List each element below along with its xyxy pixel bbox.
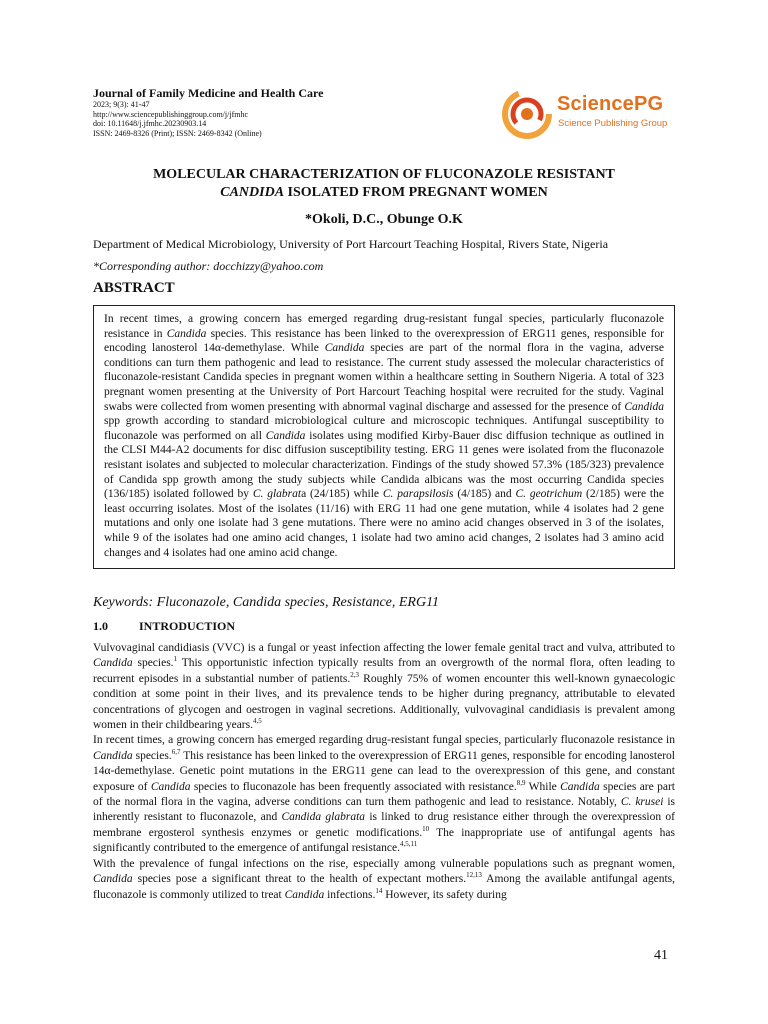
title-line-1: MOLECULAR CHARACTERIZATION OF FLUCONAZOLE RESISTANT: [153, 167, 615, 182]
paragraph-1: Vulvovaginal candidiasis (VVC) is a fungal or yeast infection affecting the lower female genital tract and vulva, attributed to Candida species.$^1$ This opportunistic infection typically results from an overgrowth of the normal flora, often leading to recurrent episodes in a substantial number of patients.$^{2,3}$ Roughly 75% of women encounter this well-known gynaecologic condition at some point in their lives, and its prevalence tends to be higher during pregnancy, attributable to elevated concentrations of glycogen and oestrogen in vaginal secretions. Additionally, vulvovaginal candidiasis is prevalent among women in their childbearing years.$^{4,5}$: [93, 642, 675, 732]
publisher-subtitle: Science Publishing Group: [558, 118, 668, 129]
abstract-heading: ABSTRACT: [93, 280, 175, 296]
section-title: INTRODUCTION: [139, 619, 236, 633]
keywords: Keywords: Fluconazole, Candida species, Resistance, ERG11: [93, 595, 440, 610]
abstract-box: [93, 305, 675, 569]
paragraph-2: In recent times, a growing concern has emerged regarding drug-resistant fungal species, particularly fluconazole resistance in Candida species.$^{6,7}$ This resistance has been linked to the overexpression of ERG11 genes, responsible for encoding lanosterol 14α-demethylase. Genetic point mutations in the ERG11 gene can lead to the overexpression of this gene, and constant exposure of Candida species to fluconazole has been frequently associated with resistance.$^{8,9}$ While Candida species are part of the normal flora in the vagina, adverse conditions can turn them pathogenic and lead to resistance. Notably, C. krusei is inherently resistant to fluconazole, and Candida glabrata is linked to drug resistance either through the overexpression of membrane ergosterol synthesis enzymes or genetic modifications.$^{10}$ The inappropriate use of antifungal agents has significantly contributed to the emergence of antifungal resistance.$^{4,5,11}$: [93, 734, 676, 855]
section-number: 1.0: [93, 619, 108, 633]
affiliation: Department of Medical Microbiology, University of Port Harcourt Teaching Hospital, Rivers State, Nigeria: [93, 237, 609, 251]
sciencepg-logo: [500, 88, 670, 140]
sciencepg-swirl-icon: [500, 88, 554, 140]
paragraph-3: With the prevalence of fungal infections on the rise, especially among vulnerable populations such as pregnant women, Candida species pose a significant threat to the health of expectant mothers.$^{12,13}$ Among the available antifungal agents, fluconazole is commonly utilized to treat Candida infections.$^{14}$ However, its safety during: [93, 857, 675, 901]
journal-name: Journal of Family Medicine and Health Care: [93, 86, 324, 100]
page-number: 41: [654, 948, 668, 963]
title-italic: CANDIDA: [220, 185, 285, 200]
journal-issn: ISSN: 2469-8326 (Print); ISSN: 2469-8342 (Online): [93, 128, 262, 138]
journal-header: [93, 86, 513, 138]
authors: *Okoli, D.C., Obunge O.K: [305, 212, 463, 227]
abstract-text: In recent times, a growing concern has emerged regarding drug-resistant fungal species, particularly fluconazole resistance in Candida species. This resistance has been linked to the overexpression of ERG11 genes, responsible for encoding lanosterol 14α-demethylase. While Candida species are part of the normal flora in the vagina, adverse conditions can turn them pathogenic and lead to resistance. The current study assessed the molecular characteristics of fluconazole-resistant Candida species in pregnant women within a healthcare setting in Southern Nigeria. A total of 323 pregnant women presenting at the University of Port Harcourt Teaching hospital were recruited for the study. Vaginal swabs were collected from women presenting with abnormal vaginal discharge and assessed for the presence of Candida spp growth according to standard microbiological culture and microscopic techniques. Antifungal susceptibility to fluconazole was performed on all Candida isolates using modified Kirby-Bauer disc diffusion technique as outlined in the CLSI M44-A2 documents for disc diffusion susceptibility testing. ERG 11 genes were isolated from the fluconazole resistant isolates and subjected to molecular characterization. Findings of the study showed 57.3% (185/323) prevalence of Candida spp growth among the study subjects while Candida albicans was the most occurring Candida species (136/185) isolated followed by C. glabrata (24/185) while C. parapsilosis (4/185) and C. geotrichum (2/185) were the least occurring isolates. Most of the isolates (11/16) with ERG 11 had one gene mutation, while 4 isolates had 2 gene mutations and only one isolate had 3 gene mutations. There were no amino acid changes observed in 3 of the isolates, while 9 of the isolates had one amino acid changes, 1 isolate had two amino acid changes, 2 isolates had 3 amino acid changes and 4 isolates had one amino acid change.: [104, 313, 664, 559]
journal-url[interactable]: http://www.sciencepublishinggroup.com/j/jfmhc: [93, 109, 249, 119]
journal-volume: 2023; 9(3): 41-47: [93, 100, 150, 109]
journal-doi: doi: 10.11648/j.jfmhc.20230903.14: [93, 119, 207, 129]
section-heading-introduction: [93, 619, 235, 634]
publisher-name: SciencePG: [557, 93, 664, 115]
title-line-2: [93, 184, 675, 202]
introduction-body: [93, 641, 675, 903]
article-title: [93, 166, 675, 202]
title-rest: ISOLATED FROM PREGNANT WOMEN: [284, 185, 548, 200]
corresponding-author: *Corresponding author: docchizzy@yahoo.com: [93, 259, 324, 273]
